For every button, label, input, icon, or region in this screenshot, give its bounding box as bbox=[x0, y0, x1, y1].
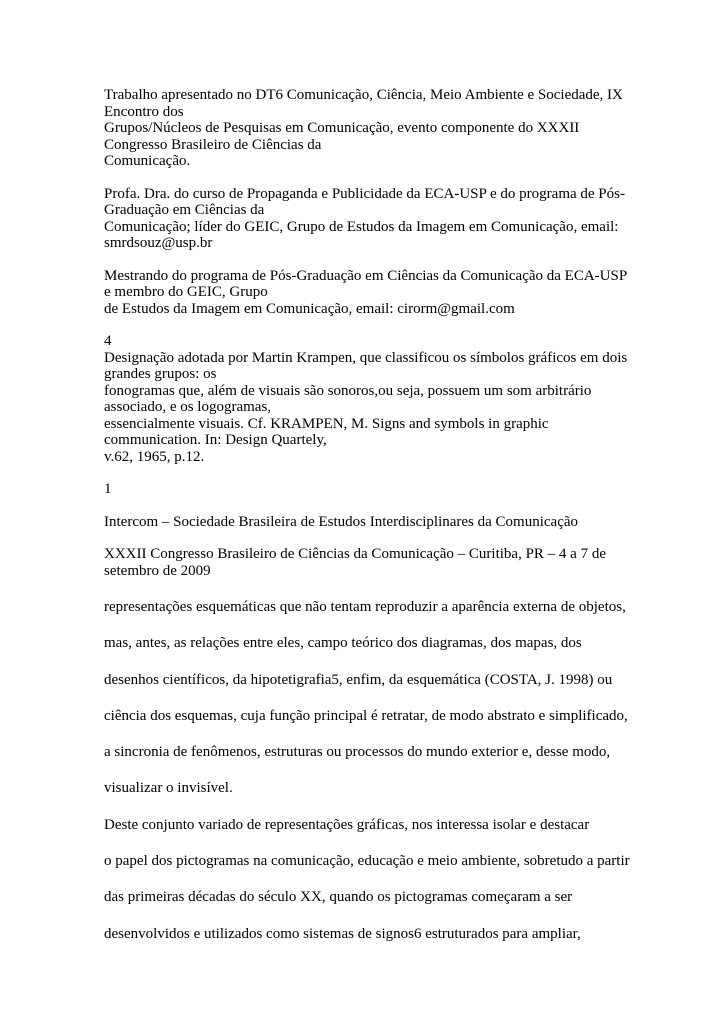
footnote-line: Congresso Brasileiro de Ciências da bbox=[104, 136, 322, 153]
body-line: o papel dos pictogramas na comunicação, educação e meio ambiente, sobretudo a partir bbox=[104, 853, 630, 870]
footnote-2 bbox=[104, 186, 626, 252]
body-line: das primeiras décadas do século XX, quando os pictogramas começaram a ser bbox=[104, 889, 573, 906]
footnote-line: Mestrando do programa de Pós-Graduação em Ciências da Comunicação da ECA-USP bbox=[104, 267, 628, 284]
footnote-4 bbox=[104, 333, 626, 465]
body-line: representações esquemáticas que não tentam reproduzir a aparência externa de objetos, bbox=[104, 599, 626, 615]
header-congress-line: XXXII Congresso Brasileiro de Ciências da Comunicação – Curitiba, PR – 4 a 7 de bbox=[104, 546, 606, 562]
footnote-line: Comunicação. bbox=[104, 153, 191, 169]
body-paragraph-2 bbox=[104, 816, 630, 943]
body-paragraph-1 bbox=[104, 599, 626, 797]
body-line: desenvolvidos e utilizados como sistemas de signos6 estruturados para ampliar, bbox=[104, 925, 581, 942]
body-line: mas, antes, as relações entre eles, campo teórico dos diagramas, dos mapas, dos bbox=[104, 635, 582, 652]
footnote-line: essencialmente visuais. Cf. KRAMPEN, M. Signs and symbols in graphic bbox=[104, 415, 549, 432]
footnote-1 bbox=[104, 87, 626, 170]
footnote-line: v.62, 1965, p.12. bbox=[104, 448, 205, 465]
footnote-line: associado, e os logogramas, bbox=[104, 399, 272, 415]
footnote-line: de Estudos da Imagem em Comunicação, email: cirorm@gmail.com bbox=[104, 300, 515, 317]
footnote-line: Graduação em Ciências da bbox=[104, 202, 265, 218]
header-organization: Intercom – Sociedade Brasileira de Estudos Interdisciplinares da Comunicação bbox=[104, 513, 579, 530]
body-line: ciência dos esquemas, cuja função principal é retratar, de modo abstrato e simplificado, bbox=[104, 707, 628, 724]
footnote-line: Trabalho apresentado no DT6 Comunicação, Ciência, Meio Ambiente e Sociedade, IX bbox=[104, 87, 623, 103]
footnote-line: Designação adotada por Martin Krampen, que classificou os símbolos gráficos em dois bbox=[104, 349, 628, 366]
footnote-line: fonogramas que, além de visuais são sonoros,ou seja, possuem um som arbitrário bbox=[104, 382, 592, 399]
document-text bbox=[104, 87, 630, 943]
footnote-3 bbox=[104, 268, 626, 318]
body-line: visualizar o invisível. bbox=[104, 780, 233, 797]
footnote-line: Grupos/Núcleos de Pesquisas em Comunicação, evento componente do XXXII bbox=[104, 120, 580, 136]
footnote-line: smrdsouz@usp.br bbox=[104, 235, 213, 251]
body-line: Deste conjunto variado de representações gráficas, nos interessa isolar e destacar bbox=[104, 816, 590, 833]
header-congress-line: setembro de 2009 bbox=[104, 562, 211, 579]
footnote-line: e membro do GEIC, Grupo bbox=[104, 284, 268, 300]
body-line: desenhos científicos, da hipotetigrafia5, enfim, da esquemática (COSTA, J. 1998) ou bbox=[104, 671, 613, 688]
footnote-line: grandes grupos: os bbox=[104, 366, 217, 382]
footnote-line: Profa. Dra. do curso de Propaganda e Publicidade da ECA-USP e do programa de Pós- bbox=[104, 185, 625, 202]
page-number: 1 bbox=[104, 481, 112, 497]
footnote-line: communication. In: Design Quartely, bbox=[104, 432, 327, 448]
body-line: a sincronia de fenômenos, estruturas ou processos do mundo exterior e, desse modo, bbox=[104, 744, 611, 761]
footnote-line: Comunicação; líder do GEIC, Grupo de Estudos da Imagem em Comunicação, email: bbox=[104, 218, 619, 235]
header-congress bbox=[104, 546, 626, 579]
footnote-line: Encontro dos bbox=[104, 103, 184, 120]
footnote-number: 4 bbox=[104, 333, 112, 349]
